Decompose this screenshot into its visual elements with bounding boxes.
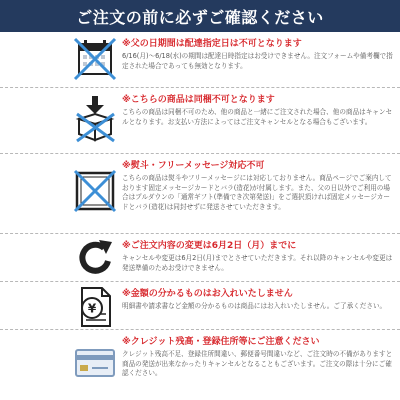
- section-body: キャンセルや変更は6月2日(月)までとさせていただきます。それ以降のキャンセルや変更は発送準備のためお受けできません。: [122, 254, 393, 272]
- section-title: ※ご注文内容の変更は6月2日（月）までに: [122, 241, 297, 251]
- section-body: 6/16(月)〜6/18(水)の期間は配達日時指定はお受けできません。注文フォームや備考欄で指定された場合であっても無効となります。: [122, 52, 393, 70]
- credit-card-icon: [70, 338, 120, 388]
- notice-no-noshi: [0, 154, 400, 234]
- section-title: ※熨斗・フリーメッセージ対応不可: [122, 161, 265, 171]
- notice-father-day: [0, 32, 400, 88]
- notice-credit-address: [0, 330, 400, 400]
- notice-no-bundling: [0, 88, 400, 154]
- section-title: ※クレジット残高・登録住所等にご注意ください: [122, 337, 320, 347]
- box-crossed-icon: [70, 94, 120, 144]
- section-body: 明細書や請求書など金額の分かるものは商品にはお入れいたしません。ご了承ください。: [122, 302, 387, 310]
- section-body: こちらの商品は熨斗やフリーメッセージには対応しておりません。商品ページでご案内しております固定メッセージカードとバラ(造花)が付属します。また、父の日以外でご利用の場合はプルダウンの「通常ギフト(準備でき次第発送)」をご選択頂ければ固定メッセージカードとバラ(造花)は同封せずに発送させていただきます。: [122, 174, 392, 211]
- yen-document-icon: [70, 282, 120, 332]
- section-body: こちらの商品は同梱不可のため、他の商品と一緒にご注文された場合、他の商品はキャンセルとなります。お支払い方法によってはご注文キャンセルとなる場合もございます。: [122, 108, 393, 126]
- notice-change-deadline: [0, 234, 400, 282]
- calendar-crossed-icon: [70, 34, 120, 84]
- refresh-arrow-icon: [70, 234, 120, 284]
- header-banner: [0, 0, 400, 32]
- section-title: ※金額の分かるものはお入れいたしません: [122, 289, 293, 299]
- section-title: ※父の日期間は配達指定日は不可となります: [122, 39, 302, 49]
- header-title: ご注文の前に必ずご確認ください: [76, 7, 324, 27]
- card-crossed-icon: [70, 166, 120, 216]
- section-body: クレジット残高不足、登録住所間違い、郵便番号間違いなど、ご注文時の不備がありますと商品の発送が出来なかったりキャンセルとなることもございます。ご注文の際は十分にご確認ください。: [122, 350, 393, 378]
- section-title: ※こちらの商品は同梱不可となります: [122, 95, 275, 105]
- svg-text:¥: ¥: [87, 301, 97, 316]
- notice-no-price-docs: [0, 282, 400, 330]
